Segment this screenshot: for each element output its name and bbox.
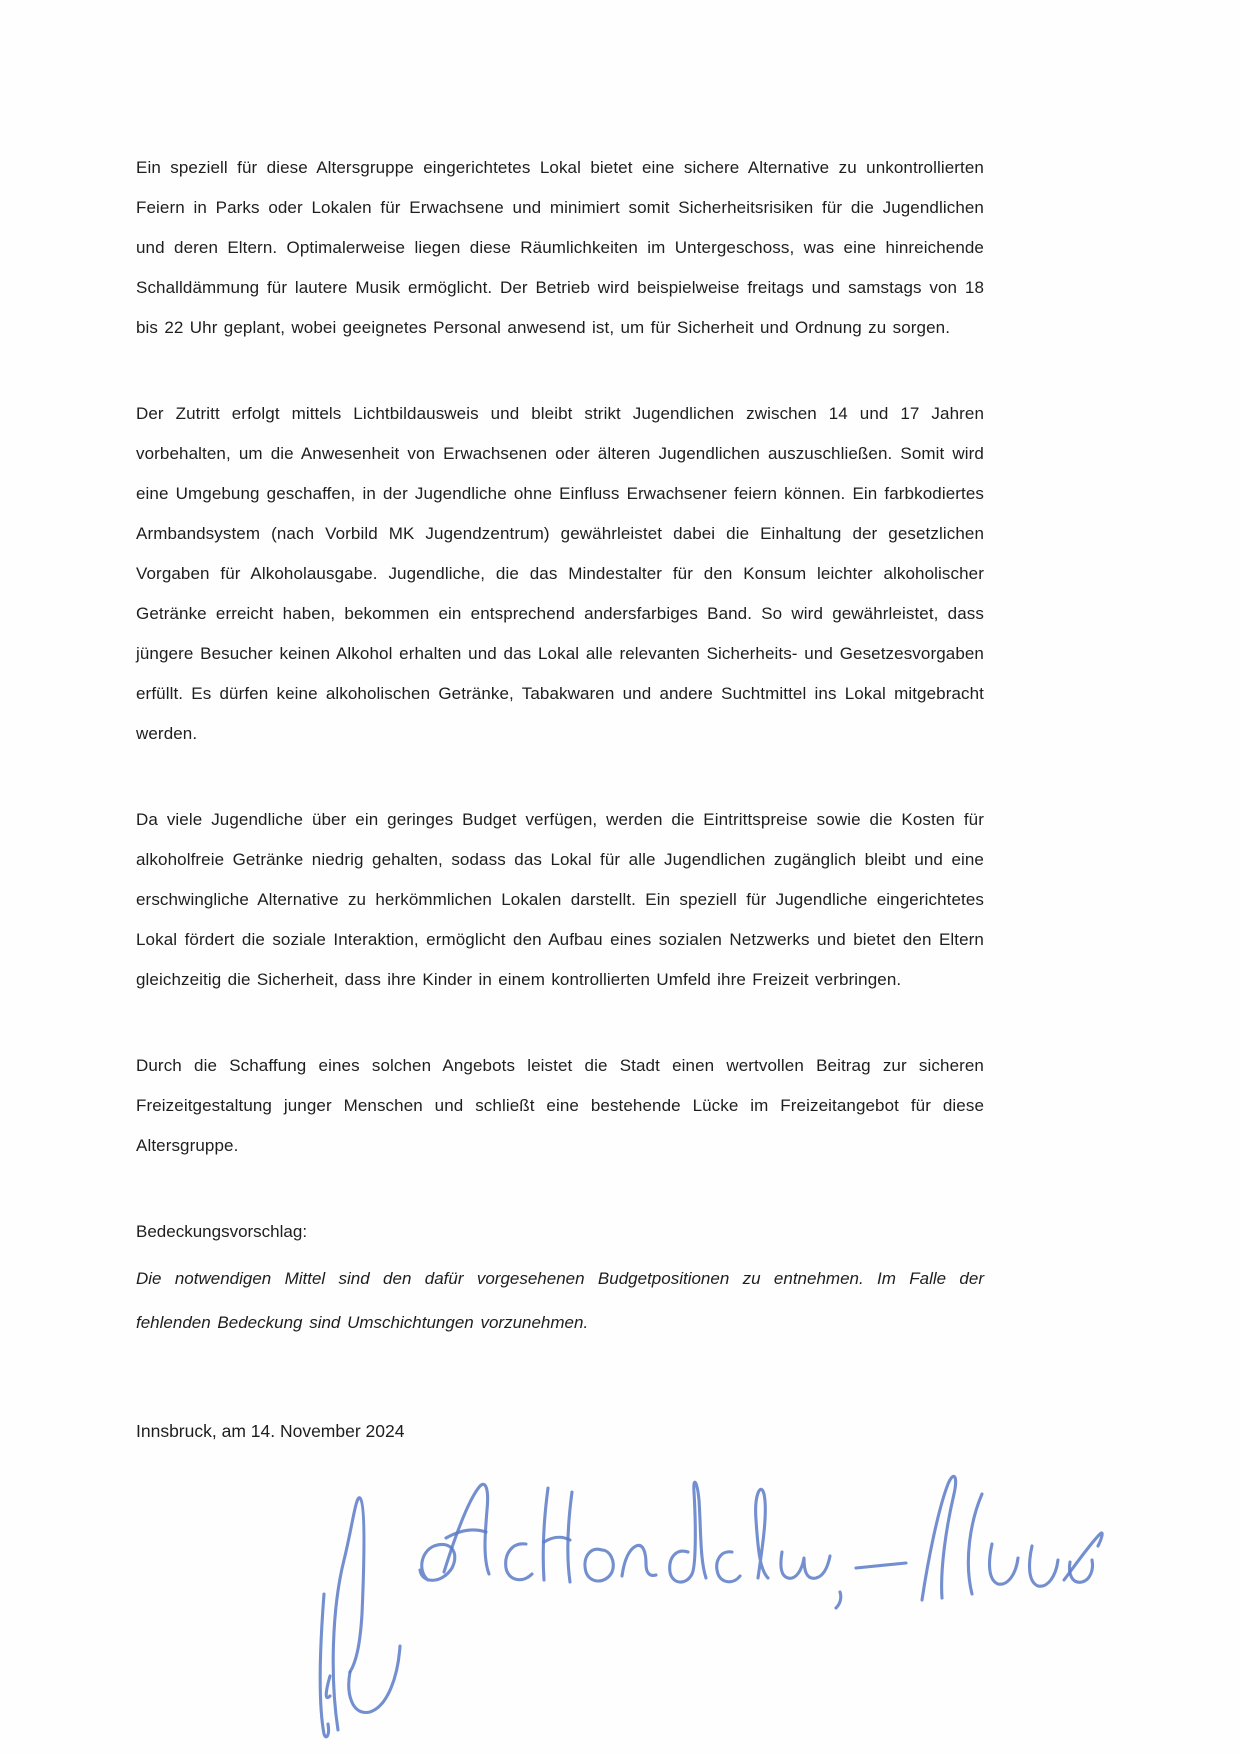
signature-stroke: [326, 1676, 330, 1698]
letter-body: [136, 148, 984, 1166]
signature-stroke: [446, 1530, 486, 1538]
funding-heading: Bedeckungsvorschlag:: [136, 1222, 308, 1241]
signature-stroke: [444, 1484, 489, 1574]
signature-stroke: [622, 1545, 656, 1576]
body-paragraph-4: Durch die Schaffung eines solchen Angebots leistet die Stadt einen wertvollen Beitrag zur sicheren Freizeitgestaltung junger Menschen und schließt eine bestehende Lücke im Freizeitangebot für diese Altersgruppe.: [136, 1056, 984, 1155]
signature-stroke: [781, 1552, 830, 1578]
signature-stroke: [1070, 1560, 1093, 1582]
signature-stroke: [320, 1594, 328, 1737]
funding-section: [136, 1212, 984, 1345]
signature-stroke: [717, 1552, 740, 1582]
signature-stroke: [420, 1544, 455, 1580]
signature-stroke: [670, 1482, 706, 1582]
signature-stroke: [585, 1549, 613, 1581]
signature-stroke: [990, 1544, 1018, 1584]
signature-stroke: [856, 1563, 906, 1568]
signature-ink: [320, 1476, 1102, 1736]
signature-stroke: [349, 1646, 400, 1712]
signature-stroke: [1064, 1533, 1102, 1580]
signature-stroke: [568, 1492, 572, 1582]
body-paragraph-3: Da viele Jugendliche über ein geringes Budget verfügen, werden die Eintrittspreise sowie die Kosten für alkoholfreie Getränke niedrig gehalten, sodass das Lokal für alle Jugendlichen zugänglich bleibt und eine erschwingliche Alternative zu herkömmlichen Lokalen darstellt. Ein speziell für Jugendliche eingerichtetes Lokal fördert die soziale Interaktion, ermöglicht den Aufbau eines sozialen Netzwerks und bietet den Eltern gleichzeitig die Sicherheit, dass ihre Kinder in einem kontrollierten Umfeld ihre Freizeit verbringen.: [136, 810, 984, 989]
signature-stroke: [968, 1494, 982, 1594]
signature-stroke: [1030, 1546, 1058, 1586]
signature-stroke: [544, 1537, 570, 1542]
signature-stroke: [756, 1489, 768, 1578]
handwritten-signature: [296, 1278, 1106, 1754]
signature-stroke: [836, 1592, 841, 1608]
body-paragraph-2: Der Zutritt erfolgt mittels Lichtbildausweis und bleibt strikt Jugendlichen zwischen 14 und 17 Jahren vorbehalten, um die Anwesenheit von Erwachsenen oder älteren Jugendlichen auszuschließen. Somit wird eine Umgebung geschaffen, in der Jugendliche ohne Einfluss Erwachsener feiern können. Ein farbkodiertes Armbandsystem (nach Vorbild MK Jugendzentrum) gewährleistet dabei die Einhaltung der gesetzlichen Vorgaben für Alkoholausgabe. Jugendliche, die das Mindestalter für den Konsum leichter alkoholischer Getränke erreicht haben, bekommen ein entsprechend andersfarbiges Band. So wird gewährleistet, dass jüngere Besucher keinen Alkohol erhalten und das Lokal alle relevanten Sicherheits- und Gesetzesvorgaben erfüllt. Es dürfen keine alkoholischen Getränke, Tabakwaren und andere Suchtmittel ins Lokal mitgebracht werden.: [136, 404, 984, 743]
signature-stroke: [543, 1488, 548, 1580]
signature-stroke: [922, 1476, 956, 1600]
body-paragraph-1: Ein speziell für diese Altersgruppe eingerichtetes Lokal bietet eine sichere Alternative zu unkontrollierten Feiern in Parks oder Lokalen für Erwachsene und minimiert somit Sicherheitsrisiken für die Jugendlichen und deren Eltern. Optimalerweise liegen diese Räumlichkeiten im Untergeschoss, was eine hinreichende Schalldämmung für lautere Musik ermöglicht. Der Betrieb wird beispielweise freitags und samstags von 18 bis 22 Uhr geplant, wobei geeignetes Personal anwesend ist, um für Sicherheit und Ordnung zu sorgen.: [136, 158, 984, 337]
signature-stroke: [506, 1544, 532, 1580]
funding-body: Die notwendigen Mittel sind den dafür vorgesehenen Budgetpositionen zu entnehmen. Im Falle der fehlenden Bedeckung sind Umschichtungen vorzunehmen.: [136, 1269, 984, 1332]
signature-stroke: [333, 1498, 364, 1730]
date-line: Innsbruck, am 14. November 2024: [136, 1421, 405, 1441]
